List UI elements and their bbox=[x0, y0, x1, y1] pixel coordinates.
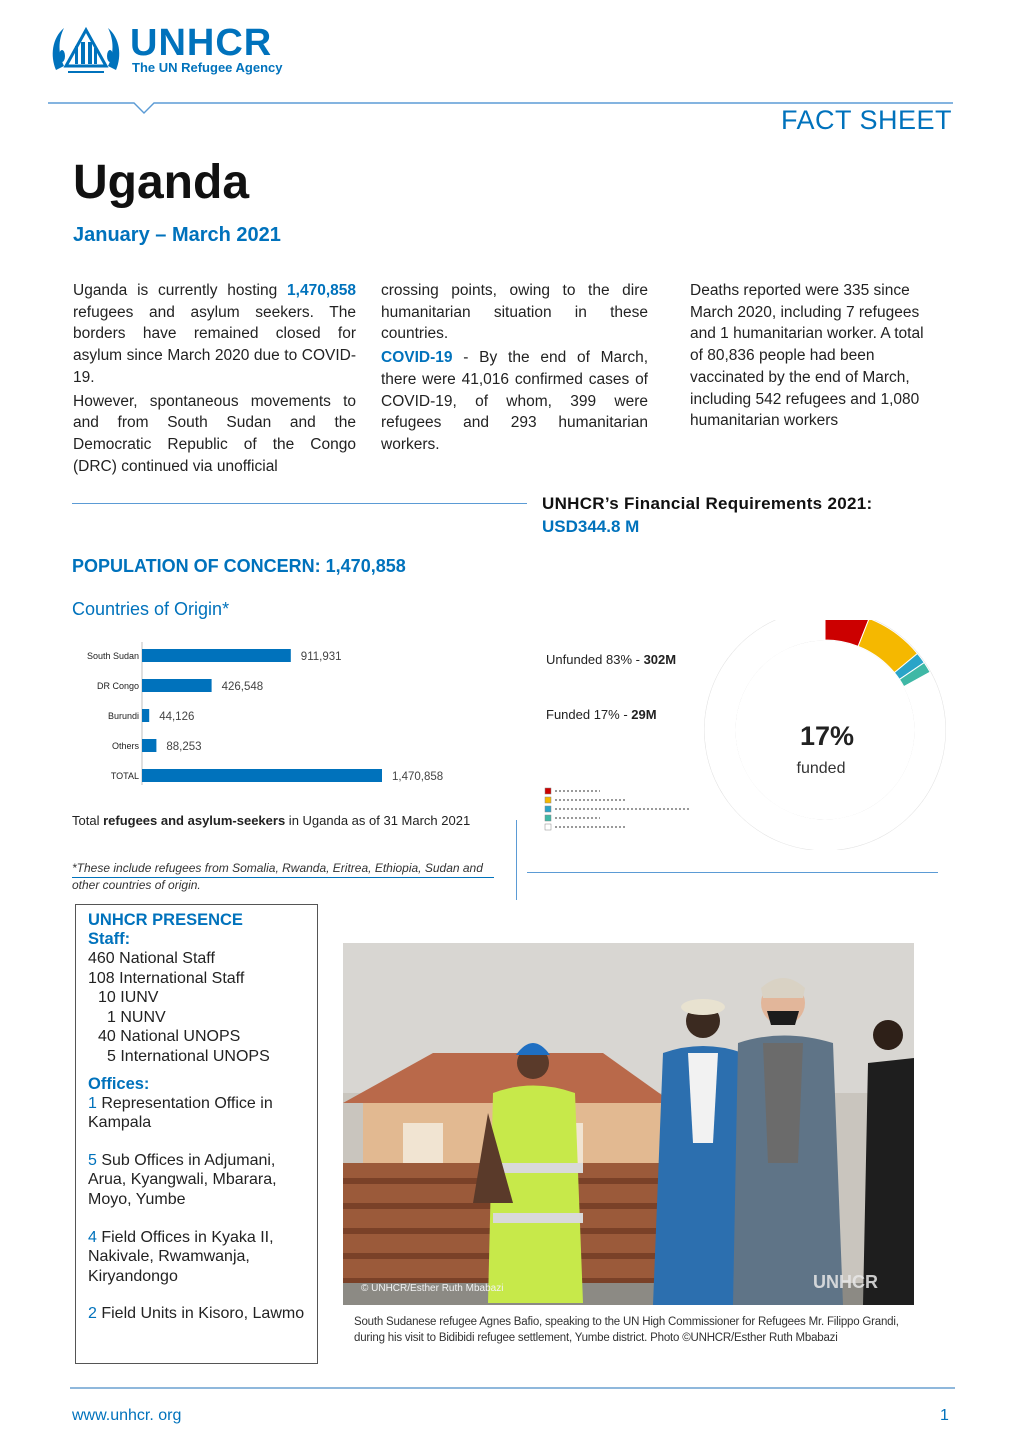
population-title: POPULATION OF CONCERN: 1,470,858 bbox=[72, 556, 406, 576]
origin-bar-chart bbox=[72, 640, 512, 790]
photo-credit: © UNHCR/Esther Ruth Mbabazi bbox=[361, 1283, 504, 1294]
funding-donut-chart bbox=[540, 620, 960, 850]
footer-url-link[interactable]: www.unhcr. org bbox=[72, 1407, 182, 1424]
countries-of-origin-title: Countries of Origin* bbox=[72, 599, 230, 619]
column-divider bbox=[516, 820, 517, 900]
office-text: Representation Office in Kampala bbox=[88, 1094, 273, 1132]
office-item bbox=[88, 1094, 307, 1133]
staff-line: 5 International UNOPS bbox=[107, 1047, 270, 1065]
staff-line: 10 IUNV bbox=[98, 989, 159, 1007]
funded-label: Funded 17% - 29M bbox=[546, 707, 657, 722]
office-count: 5 bbox=[88, 1151, 97, 1169]
office-count: 4 bbox=[88, 1228, 97, 1246]
legend-swatch bbox=[545, 788, 551, 794]
legend-swatch bbox=[545, 797, 551, 803]
office-count: 2 bbox=[88, 1305, 97, 1323]
bar-category-label: DR Congo bbox=[96, 681, 139, 691]
donut-center-percent: 17% bbox=[799, 721, 855, 751]
bar bbox=[142, 739, 156, 752]
org-tagline: The UN Refugee Agency bbox=[132, 60, 283, 75]
office-item bbox=[88, 1151, 307, 1210]
office-text: Field Offices in Kyaka II, Nakivale, Rwamwanja, Kiryandongo bbox=[88, 1228, 274, 1285]
presence-title: UNHCR PRESENCE bbox=[88, 911, 243, 929]
office-text: Field Units in Kisoro, Lawmo bbox=[96, 1305, 305, 1323]
refugee-total-highlight: 1,470,858 bbox=[287, 282, 356, 299]
office-text: Sub Offices in Adjumani, Arua, Kyangwali, Mbarara, Moyo, Yumbe bbox=[88, 1151, 277, 1208]
photo-watermark: UNHCR bbox=[813, 1272, 878, 1292]
bar-category-label: TOTAL bbox=[110, 771, 139, 781]
doc-type-label: FACT SHEET bbox=[780, 105, 952, 135]
offices-heading: Offices: bbox=[88, 1074, 150, 1093]
unfunded-label: Unfunded 83% - 302M bbox=[546, 652, 677, 667]
bar bbox=[142, 649, 291, 662]
intro-column-3 bbox=[690, 280, 940, 434]
intro-paragraph: crossing points, owing to the dire humanitarian situation in these countries. bbox=[381, 282, 648, 343]
intro-paragraph: However, spontaneous movements to and from South Sudan and the Democratic Republic of the Congo (DRC) continued via unofficial bbox=[73, 392, 356, 475]
origin-footnote: *These include refugees from Somalia, Rwanda, Eritrea, Ethiopia, Sudan and other countries of origin. bbox=[72, 861, 483, 892]
legend-swatch bbox=[545, 806, 551, 812]
donut-legend bbox=[545, 788, 690, 830]
covid-paragraph bbox=[381, 347, 648, 456]
office-item bbox=[88, 1304, 307, 1324]
bar-value-label: 1,470,858 bbox=[392, 771, 444, 783]
bar-category-label: Others bbox=[111, 741, 139, 751]
covid-label: COVID-19 bbox=[381, 349, 453, 367]
office-item bbox=[88, 1228, 307, 1287]
bar bbox=[142, 769, 382, 782]
org-wordmark: UNHCR bbox=[130, 22, 273, 64]
legend-swatch bbox=[545, 824, 551, 830]
footer-divider bbox=[70, 1387, 955, 1389]
staff-heading: Staff: bbox=[88, 930, 131, 948]
intro-paragraph: Deaths reported were 335 since March 2020, including 7 refugees and 1 humanitarian worker. A total of 80,836 people had been vaccinated by the end of March, including 542 refugees and 1,080 humanitarian workers bbox=[690, 282, 924, 430]
unhcr-logo bbox=[48, 20, 318, 80]
donut-center-label: funded bbox=[796, 760, 846, 777]
legend-swatch bbox=[545, 815, 551, 821]
page-number: 1 bbox=[940, 1407, 949, 1424]
intro-text: Uganda is currently hosting bbox=[73, 282, 278, 299]
section-divider bbox=[72, 503, 527, 504]
bar-category-label: Burundi bbox=[107, 711, 139, 721]
field-visit-photo bbox=[343, 943, 914, 1305]
caption-bold: refugees and asylum-seekers bbox=[103, 813, 286, 828]
photo-caption: South Sudanese refugee Agnes Bafio, speaking to the UN High Commissioner for Refugees Mr. Filippo Grandi, during his visit to Bidibidi refugee settlement, Yumbe district. Photo ©UNHCR/Esther Ruth Mbabazi bbox=[354, 1316, 899, 1344]
bar-value-label: 88,253 bbox=[166, 741, 202, 753]
unhcr-presence-box bbox=[75, 904, 318, 1364]
financial-amount: USD344.8 M bbox=[542, 517, 640, 536]
staff-line: 1 NUNV bbox=[107, 1008, 166, 1026]
staff-line: 40 National UNOPS bbox=[98, 1028, 241, 1046]
unhcr-emblem-icon bbox=[48, 20, 124, 76]
office-count: 1 bbox=[88, 1094, 97, 1112]
caption-text: Total bbox=[72, 813, 104, 828]
footnote-underline bbox=[72, 877, 494, 878]
intro-column-1 bbox=[73, 280, 356, 479]
financial-title: UNHCR’s Financial Requirements 2021: bbox=[542, 494, 873, 513]
bar-value-label: 426,548 bbox=[221, 681, 264, 693]
bar bbox=[142, 709, 149, 722]
staff-line: 108 International Staff bbox=[88, 969, 245, 987]
bar-category-label: South Sudan bbox=[86, 651, 139, 661]
bar-value-label: 44,126 bbox=[159, 711, 195, 723]
intro-paragraph bbox=[73, 280, 356, 389]
covid-text: - By the end of March, there were 41,016 confirmed cases of COVID-19, of whom, 399 were refugees and 293 humanitarian workers. bbox=[381, 349, 648, 453]
caption-text: in Uganda as of 31 March 2021 bbox=[285, 813, 471, 828]
page-title: Uganda bbox=[73, 156, 250, 209]
report-period: January – March 2021 bbox=[73, 224, 281, 246]
staff-line: 460 National Staff bbox=[88, 950, 215, 967]
bar bbox=[142, 679, 212, 692]
chart-caption bbox=[72, 813, 470, 828]
bar-value-label: 911,931 bbox=[300, 651, 342, 663]
section-divider bbox=[527, 872, 938, 873]
intro-text: refugees and asylum seekers. The borders have remained closed for asylum since March 2020 due to COVID-19. bbox=[73, 303, 356, 386]
intro-column-2 bbox=[381, 280, 648, 458]
